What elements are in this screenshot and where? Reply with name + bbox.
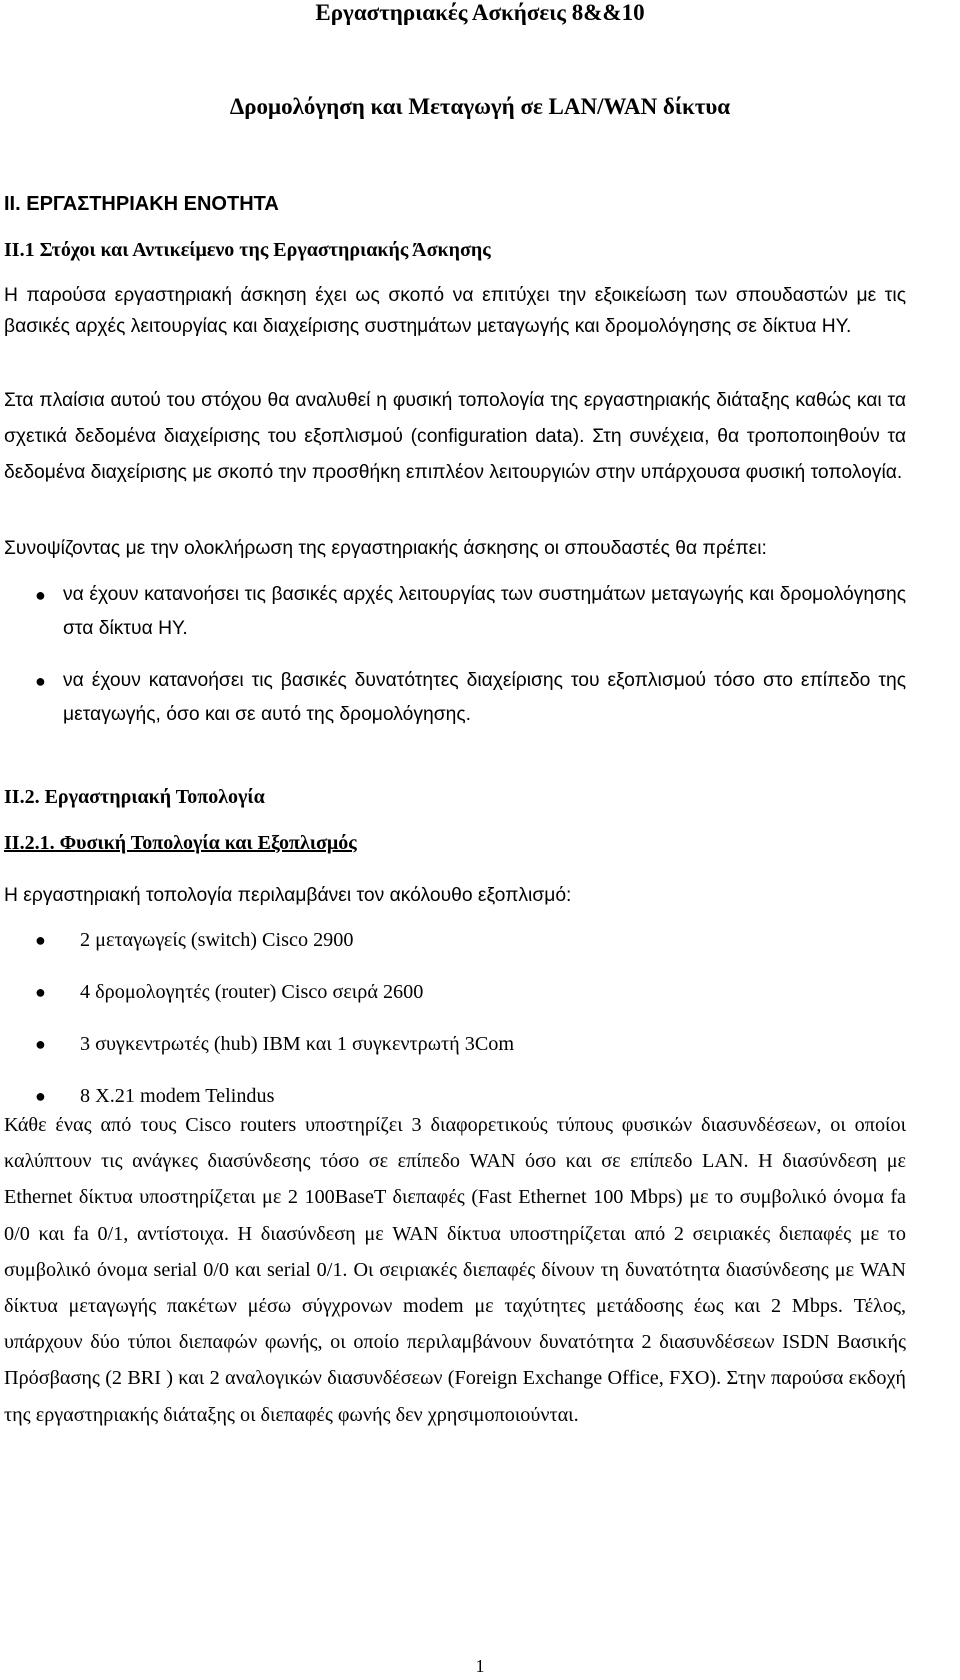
document-title: Εργαστηριακές Ασκήσεις 8&&10 bbox=[315, 0, 645, 25]
equipment-list bbox=[0, 923, 960, 1131]
subsection-heading-goals: ΙΙ.1 Στόχοι και Αντικείμενο της Εργαστηριακής Άσκησης bbox=[4, 239, 491, 261]
list-item-text: 8 X.21 modem Telindus bbox=[80, 1085, 275, 1107]
bullet-icon: ● bbox=[35, 930, 46, 950]
bullet-icon: ● bbox=[35, 585, 46, 605]
list-item-text: 3 συγκεντρωτές (hub) IBM και 1 συγκεντρωτή 3Com bbox=[80, 1033, 515, 1055]
document-subtitle: Δρομολόγηση και Μεταγωγή σε LAN/WAN δίκτυα bbox=[229, 94, 731, 119]
equipment-intro-paragraph: Η εργαστηριακή τοπολογία περιλαμβάνει τον ακόλουθο εξοπλισμό: bbox=[4, 885, 572, 906]
list-item bbox=[0, 923, 960, 975]
page-number: 1 bbox=[475, 1656, 485, 1676]
scope-paragraph: Στα πλαίσια αυτού του στόχου θα αναλυθεί η φυσική τοπολογία της εργαστηριακής διάταξης καθώς και τα σχετικά δεδομένα διαχείρισης του εξοπλισμού (configuration data). Στη συνέχεια, θα τροποποιηθούν τα δεδομένα διαχείρισης με σκοπό την προσθήκη επιπλέον λειτουργιών στην υπάρχουσα φυσική τοπολογία. bbox=[4, 390, 906, 483]
list-item-text: να έχουν κατανοήσει τις βασικές αρχές λειτουργίας των συστημάτων μεταγωγής και δρομολόγησης στα δίκτυα ΗΥ. bbox=[63, 584, 906, 639]
intro-paragraph: Η παρούσα εργαστηριακή άσκηση έχει ως σκοπό να επιτύχει την εξοικείωση των σπουδαστών με τις βασικές αρχές λειτουργίας και διαχείρισης συστημάτων μεταγωγής και δρομολόγησης σε δίκτυα ΗΥ. bbox=[4, 285, 906, 337]
routers-paragraph: Κάθε ένας από τους Cisco routers υποστηρίζει 3 διαφορετικούς τύπους φυσικών διασυνδέσεων, οι οποίοι καλύπτουν τις ανάγκες διασύνδεσης τόσο σε επίπεδο WAN όσο και σε επίπεδο LAN. Η διασύνδεση με Ethernet δίκτυα υποστηρίζεται με 2 100BaseT διεπαφές (Fast Ethernet 100 Mbps) με το συμβολικό όνομα fa 0/0 και fa 0/1, αντίστοιχα. Η διασύνδεση με WAN δίκτυα υποστηρίζεται από 2 σειριακές διεπαφές με το συμβολικό όνομα serial 0/0 και serial 0/1. Οι σειριακές διεπαφές δίνουν τη δυνατότητα διασύνδεσης με WAN δίκτυα μεταγωγής πακέτων μέσω σύγχρονων modem με ταχύτητες μετάδοσης έως και 2 Mbps. Τέλος, υπάρχουν δύο τύποι διεπαφών φωνής, οι οποίο περιλαμβάνουν δυνατότητα 2 διασυνδέσεων ISDN Βασικής Πρόσβασης (2 BRI ) και 2 αναλογικών διασυνδέσεων (Foreign Exchange Office, FXO). Στην παρούσα εκδοχή της εργαστηριακής διάταξης οι διεπαφές φωνής δεν χρησιμοποιούνται. bbox=[4, 1114, 906, 1426]
subsection-heading-topology: ΙΙ.2. Εργαστηριακή Τοπολογία bbox=[4, 786, 265, 808]
bullet-icon: ● bbox=[35, 1086, 46, 1106]
list-item-text: 2 μεταγωγείς (switch) Cisco 2900 bbox=[80, 929, 354, 951]
section-heading: ΙΙ. ΕΡΓΑΣΤΗΡΙΑΚΗ ΕΝΟΤΗΤΑ bbox=[4, 193, 279, 215]
list-item bbox=[0, 1027, 960, 1079]
bullet-icon: ● bbox=[35, 982, 46, 1002]
list-item-text: να έχουν κατανοήσει τις βασικές δυνατότητες διαχείρισης του εξοπλισμού τόσο στο επίπεδο της μεταγωγής, όσο και σε αυτό της δρομολόγησης. bbox=[63, 670, 906, 725]
subsection-heading-physical-topology: ΙΙ.2.1. Φυσική Τοπολογία και Εξοπλισμός bbox=[4, 832, 357, 854]
list-item bbox=[0, 975, 960, 1027]
goals-list bbox=[0, 578, 960, 750]
list-item bbox=[0, 578, 960, 646]
bullet-icon: ● bbox=[35, 671, 46, 691]
summary-paragraph: Συνοψίζοντας με την ολοκλήρωση της εργαστηριακής άσκησης οι σπουδαστές θα πρέπει: bbox=[4, 538, 767, 559]
bullet-icon: ● bbox=[35, 1034, 46, 1054]
list-item-text: 4 δρομολογητές (router) Cisco σειρά 2600 bbox=[80, 981, 424, 1003]
list-item bbox=[0, 664, 960, 732]
